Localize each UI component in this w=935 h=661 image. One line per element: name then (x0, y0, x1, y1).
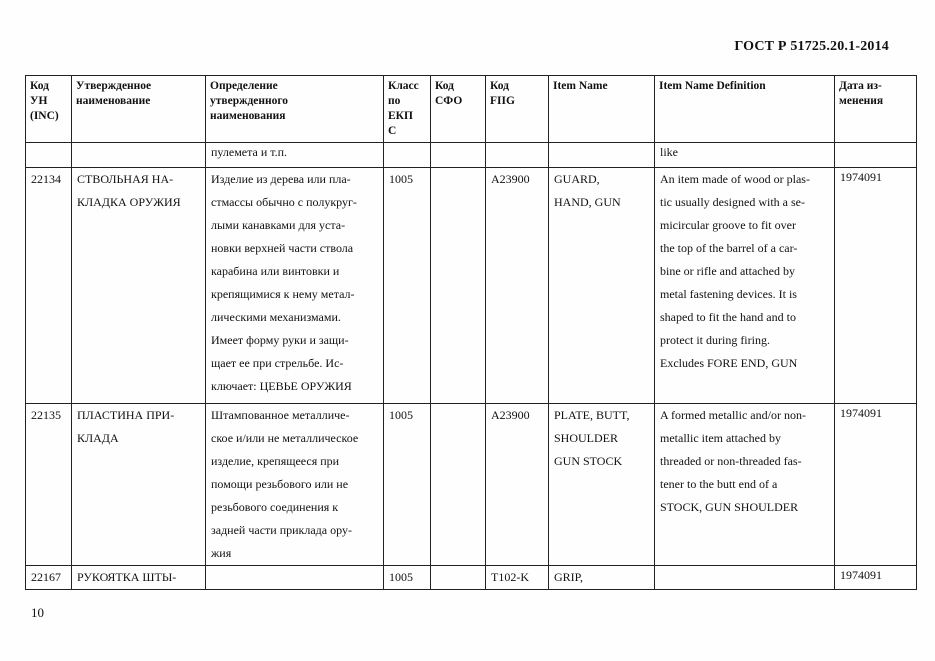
cell-value: 1005 (389, 570, 413, 584)
text-line: помощи резьбового или не (211, 477, 349, 491)
header-line: Item Name Definition (659, 80, 766, 92)
header-line: по (388, 95, 401, 107)
text-line: щает ее при стрельбе. Ис- (211, 356, 344, 370)
header-line: наименования (210, 110, 286, 122)
cell-value (431, 566, 485, 589)
cell-value (384, 143, 430, 165)
text-line: SHOULDER (554, 431, 619, 445)
header-item-name (549, 76, 655, 143)
table-row (26, 404, 917, 566)
text-line: задней части приклада ору- (211, 523, 352, 537)
cell-item-name (549, 143, 655, 168)
cell-value: 22167 (31, 570, 61, 584)
text-line: GUARD, (554, 172, 600, 186)
header-line: Класс (388, 80, 419, 92)
header-line: Утвержденное (76, 80, 152, 92)
header-change-date (835, 76, 917, 143)
text-line: Excludes FORE END, GUN (660, 356, 798, 370)
text-line: Изделие из дерева или пла- (211, 172, 351, 186)
cell-fiig-code (486, 404, 549, 566)
header-line: СФО (435, 95, 463, 107)
text-line: metal fastening devices. It is (660, 287, 797, 301)
header-line: Код (490, 80, 510, 92)
cell-definition (206, 404, 384, 566)
cell-class (384, 566, 431, 590)
header-name-definition (206, 76, 384, 143)
text-line: карабина или винтовки и (211, 264, 340, 278)
text-line: like (660, 145, 678, 159)
catalog-table (25, 75, 917, 590)
cell-approved-name (72, 168, 206, 404)
header-line: ЕКП (388, 110, 413, 122)
text-line: ское и/или не металлическое (211, 431, 359, 445)
header-line: Код (30, 80, 50, 92)
cell-change-date (835, 143, 917, 168)
header-line: FIIG (490, 95, 515, 107)
cell-code (26, 143, 72, 168)
cell-item-definition (655, 566, 835, 590)
header-line: наименование (76, 95, 151, 107)
text-line: tener to the butt end of a (660, 477, 778, 491)
header-line: менения (839, 95, 884, 107)
cell-change-date (835, 168, 917, 404)
header-line: С (388, 125, 397, 137)
cell-value (431, 168, 485, 191)
cell-approved-name (72, 566, 206, 590)
cell-sfo-code (431, 143, 486, 168)
cell-item-definition (655, 404, 835, 566)
cell-code (26, 168, 72, 404)
header-line: Определение (210, 80, 278, 92)
header-sfo-code (431, 76, 486, 143)
header-line: Item Name (553, 80, 608, 92)
cell-code (26, 566, 72, 590)
cell-approved-name (72, 143, 206, 168)
header-line: Дата из- (839, 80, 882, 92)
text-line: bine or rifle and attached by (660, 264, 795, 278)
cell-item-definition (655, 143, 835, 168)
header-line: Код (435, 80, 455, 92)
header-approved-name (72, 76, 206, 143)
document-standard-number: ГОСТ Р 51725.20.1-2014 (734, 39, 889, 54)
cell-change-date (835, 566, 917, 590)
table-row (26, 566, 917, 590)
cell-sfo-code (431, 404, 486, 566)
text-line: РУКОЯТКА ШТЫ- (77, 570, 177, 584)
cell-value (835, 143, 916, 145)
text-line: the top of the barrel of a car- (660, 241, 798, 255)
cell-fiig-code (486, 168, 549, 404)
text-line: КЛАДА (77, 431, 119, 445)
cell-class (384, 404, 431, 566)
cell-value: 1005 (389, 172, 413, 186)
text-line: metallic item attached by (660, 431, 781, 445)
header-class (384, 76, 431, 143)
text-line: micircular groove to fit over (660, 218, 796, 232)
cell-value: 1974091 (840, 568, 882, 582)
cell-code (26, 404, 72, 566)
text-line: GUN STOCK (554, 454, 623, 468)
cell-item-name (549, 168, 655, 404)
text-line: ключает: ЦЕВЬЕ ОРУЖИЯ (211, 379, 352, 393)
text-line: пулемета и т.п. (211, 145, 288, 159)
cell-value: A23900 (491, 408, 530, 422)
cell-item-definition (655, 168, 835, 404)
text-line: STOCK, GUN SHOULDER (660, 500, 799, 514)
text-line: стмассы обычно с полукруг- (211, 195, 357, 209)
page-number: 10 (31, 605, 44, 620)
text-line: GRIP, (554, 570, 584, 584)
cell-fiig-code (486, 143, 549, 168)
table-row (26, 168, 917, 404)
cell-fiig-code (486, 566, 549, 590)
text-line: A formed metallic and/or non- (660, 408, 806, 422)
cell-value: 1974091 (840, 406, 882, 420)
text-line: СТВОЛЬНАЯ НА- (77, 172, 174, 186)
text-line: Имеет форму руки и защи- (211, 333, 349, 347)
cell-approved-name (72, 404, 206, 566)
header-item-name-definition (655, 76, 835, 143)
table-header-row (26, 76, 917, 143)
text-line: КЛАДКА ОРУЖИЯ (77, 195, 181, 209)
cell-value (431, 404, 485, 427)
text-line: HAND, GUN (554, 195, 621, 209)
text-line: ПЛАСТИНА ПРИ- (77, 408, 175, 422)
text-line: threaded or non-threaded fas- (660, 454, 802, 468)
text-line: An item made of wood or plas- (660, 172, 810, 186)
cell-item-name (549, 566, 655, 590)
cell-value: 1005 (389, 408, 413, 422)
cell-value (486, 143, 548, 165)
cell-definition (206, 168, 384, 404)
header-fiig-code (486, 76, 549, 143)
cell-value (26, 143, 71, 165)
header-code-inc (26, 76, 72, 143)
text-line: лическими механизмами. (211, 310, 341, 324)
cell-value: 22134 (31, 172, 61, 186)
cell-class (384, 143, 431, 168)
cell-sfo-code (431, 168, 486, 404)
text-line: protect it during firing. (660, 333, 770, 347)
cell-value (431, 143, 485, 165)
text-line: tic usually designed with a se- (660, 195, 805, 209)
header-line: УН (30, 95, 48, 107)
table-row (26, 143, 917, 168)
cell-value: 22135 (31, 408, 61, 422)
text-line: PLATE, BUTT, (554, 408, 630, 422)
header-line: (INC) (30, 110, 59, 122)
cell-sfo-code (431, 566, 486, 590)
text-line: крепящимися к нему метал- (211, 287, 355, 301)
text-line: резьбового соединения к (211, 500, 339, 514)
text-line: изделие, крепящееся при (211, 454, 340, 468)
cell-class (384, 168, 431, 404)
text-line: новки верхней части ствола (211, 241, 354, 255)
text-line: shaped to fit the hand and to (660, 310, 796, 324)
cell-definition (206, 143, 384, 168)
header-line: утвержденного (210, 95, 289, 107)
cell-change-date (835, 404, 917, 566)
cell-definition (206, 566, 384, 590)
cell-value: A23900 (491, 172, 530, 186)
text-line: жия (211, 546, 232, 560)
text-line: Штампованное металличе- (211, 408, 350, 422)
cell-item-name (549, 404, 655, 566)
cell-value: T102-K (491, 570, 529, 584)
cell-value: 1974091 (840, 170, 882, 184)
text-line: лыми канавками для уста- (211, 218, 346, 232)
